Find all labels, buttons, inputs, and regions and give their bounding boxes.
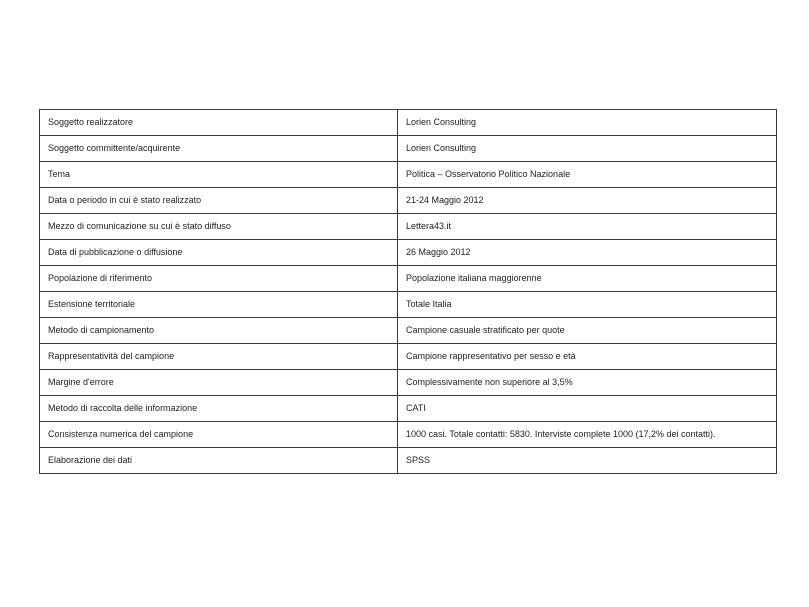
row-value: 1000 casi. Totale contatti: 5830. Interviste complete 1000 (17,2% dei contatti). — [398, 422, 777, 448]
table-row — [40, 136, 777, 162]
table-row — [40, 188, 777, 214]
row-value: CATI — [398, 396, 777, 422]
table-row — [40, 396, 777, 422]
row-value: Campione rappresentativo per sesso e età — [398, 344, 777, 370]
row-value: Lorien Consulting — [398, 136, 777, 162]
table-row — [40, 214, 777, 240]
row-label: Elaborazione dei dati — [40, 448, 398, 474]
table-row — [40, 162, 777, 188]
row-value: Politica – Osservatorio Politico Nazionale — [398, 162, 777, 188]
row-value: Totale Italia — [398, 292, 777, 318]
table-row — [40, 422, 777, 448]
row-label: Data di pubblicazione o diffusione — [40, 240, 398, 266]
row-label: Tema — [40, 162, 398, 188]
row-label: Metodo di raccolta delle informazione — [40, 396, 398, 422]
row-label: Mezzo di comunicazione su cui è stato diffuso — [40, 214, 398, 240]
table-row — [40, 266, 777, 292]
table-row — [40, 344, 777, 370]
table-row — [40, 292, 777, 318]
table-row — [40, 370, 777, 396]
row-label: Soggetto committente/acquirente — [40, 136, 398, 162]
table-row — [40, 448, 777, 474]
row-label: Data o periodo in cui è stato realizzato — [40, 188, 398, 214]
row-label: Popolazione di riferimento — [40, 266, 398, 292]
row-value: Lorien Consulting — [398, 110, 777, 136]
row-value: Popolazione italiana maggiorenne — [398, 266, 777, 292]
table-row — [40, 240, 777, 266]
row-value: 21-24 Maggio 2012 — [398, 188, 777, 214]
table-row — [40, 318, 777, 344]
row-value: SPSS — [398, 448, 777, 474]
row-label: Margine d'errore — [40, 370, 398, 396]
row-value: Lettera43.it — [398, 214, 777, 240]
row-label: Rappresentatività del campione — [40, 344, 398, 370]
row-label: Estensione territoriale — [40, 292, 398, 318]
row-label: Metodo di campionamento — [40, 318, 398, 344]
row-value: 26 Maggio 2012 — [398, 240, 777, 266]
row-label: Soggetto realizzatore — [40, 110, 398, 136]
methodology-table — [39, 109, 777, 474]
row-value: Campione casuale stratificato per quote — [398, 318, 777, 344]
row-value: Complessivamente non superiore al 3,5% — [398, 370, 777, 396]
row-label: Consistenza numerica del campione — [40, 422, 398, 448]
table-row — [40, 110, 777, 136]
